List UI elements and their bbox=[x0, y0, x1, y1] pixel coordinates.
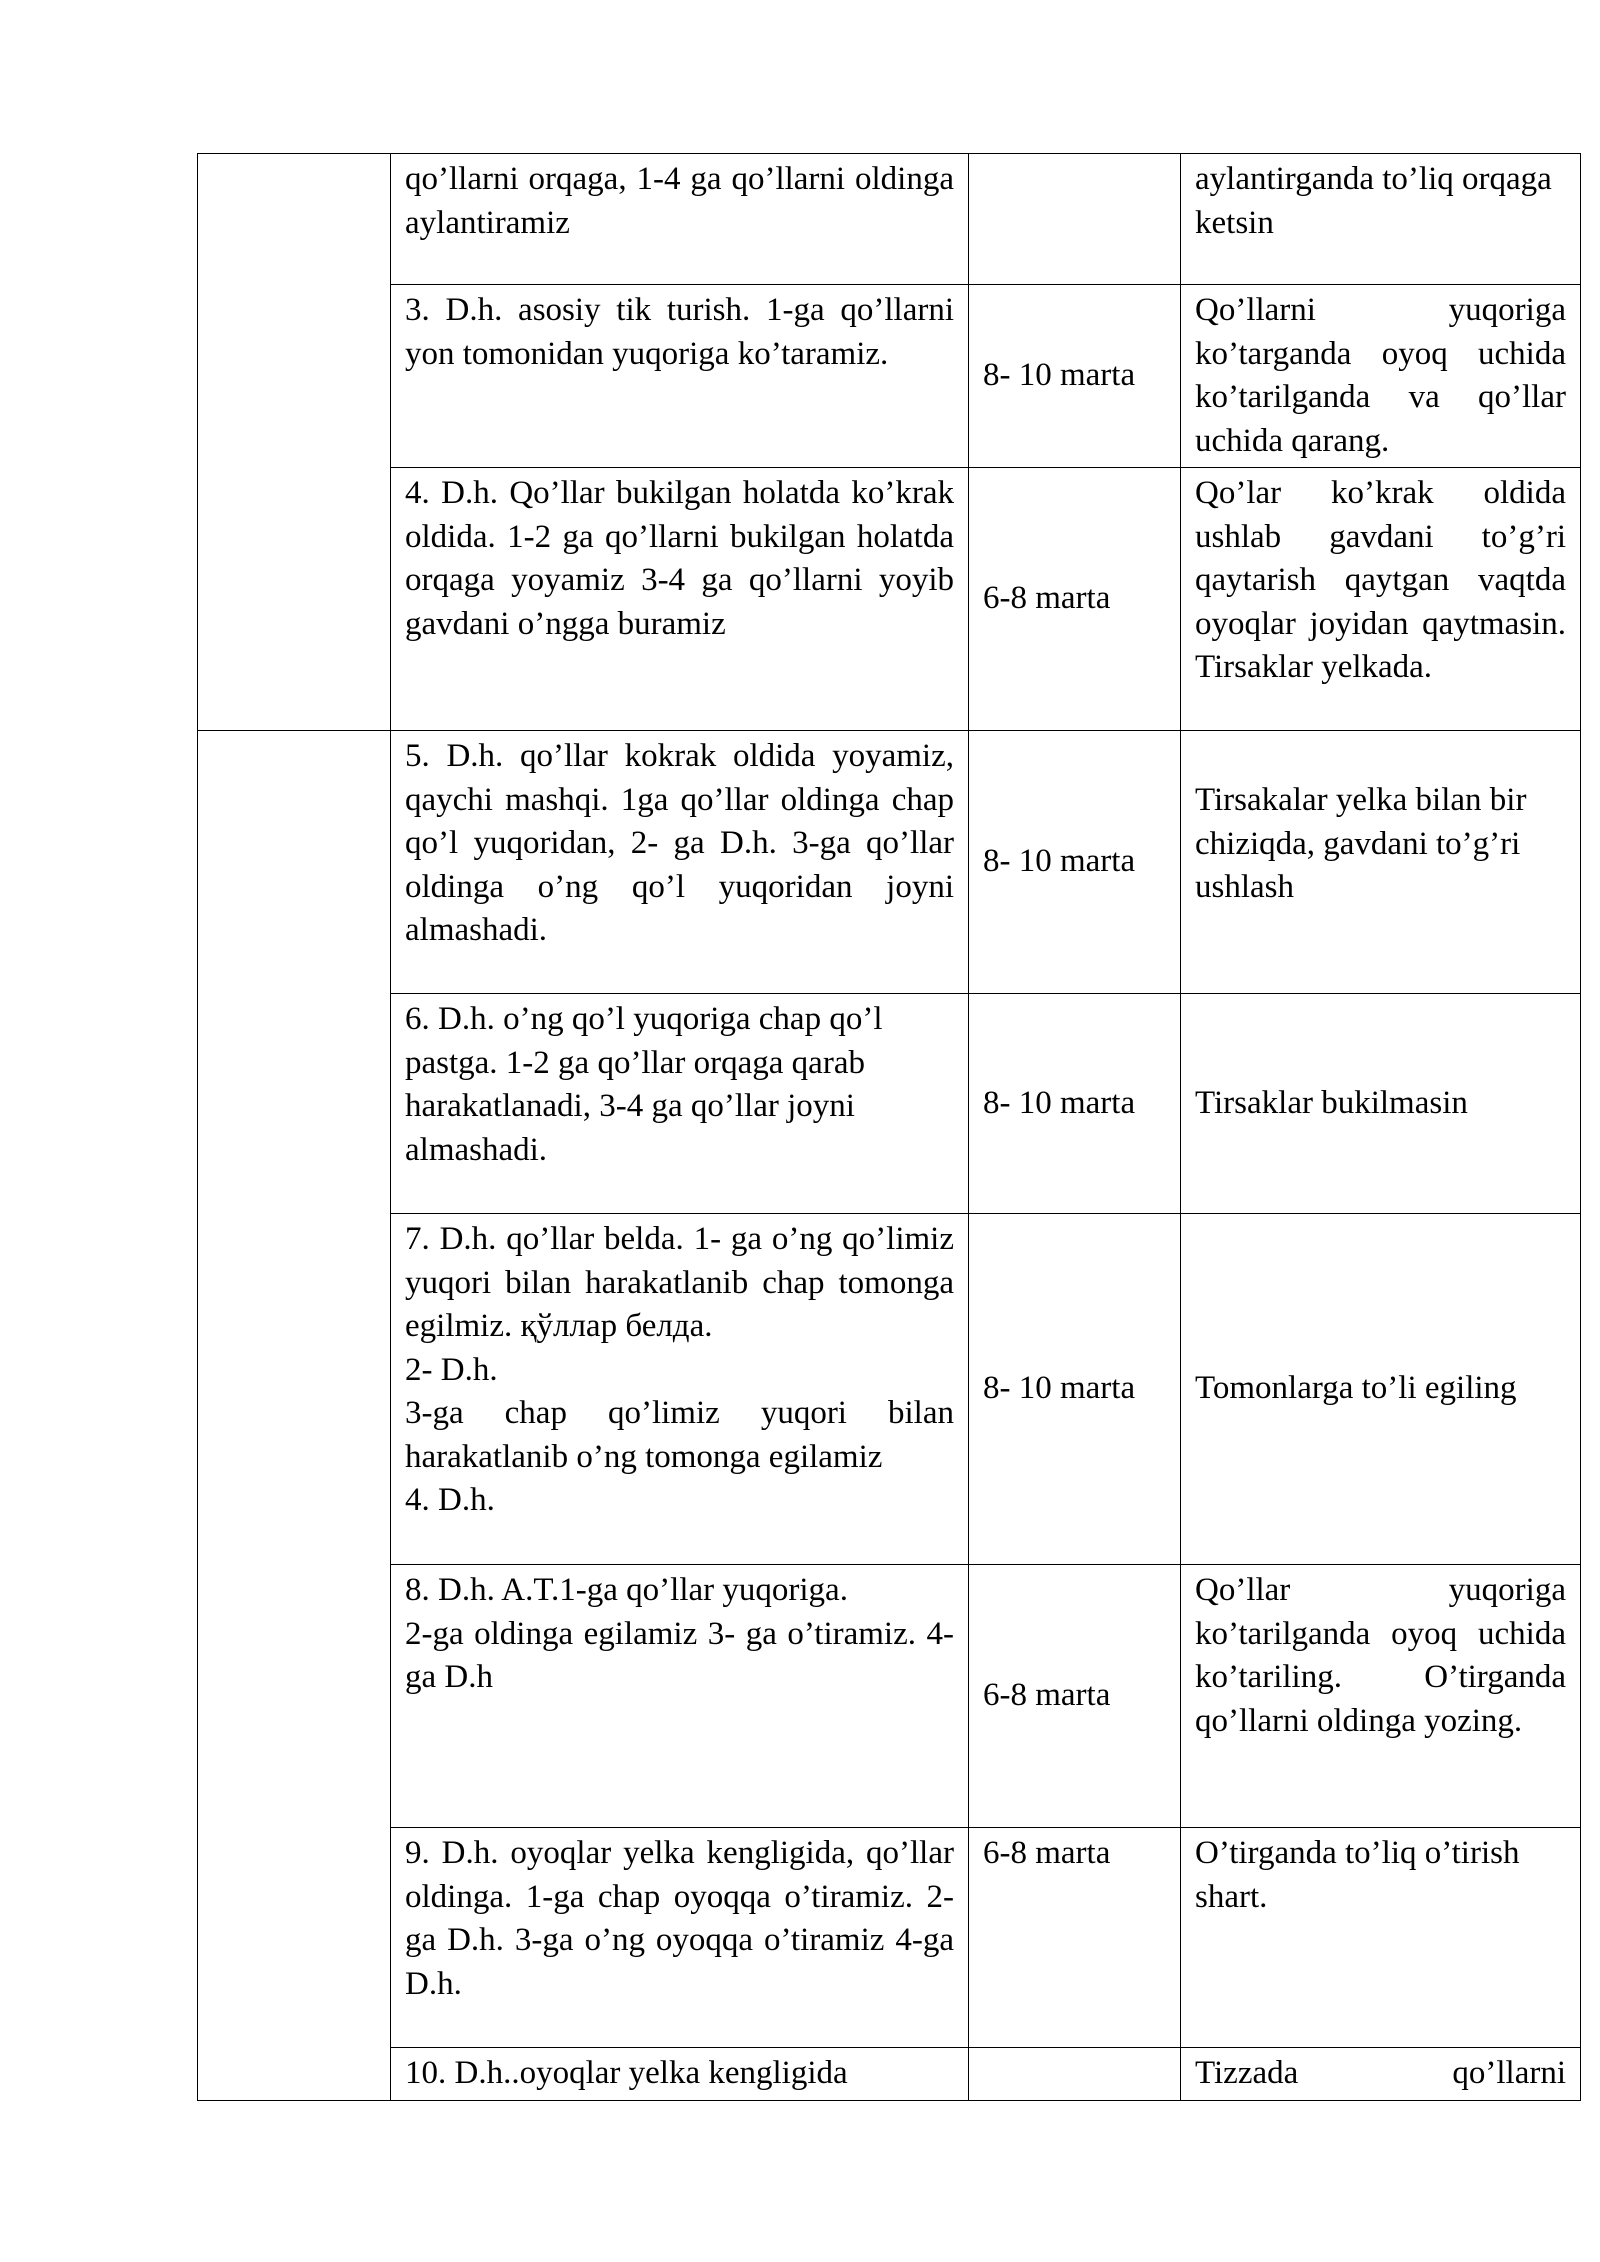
exercise-note: O’tirganda to’liq o’tirish shart. bbox=[1181, 1828, 1581, 2048]
exercise-dosage bbox=[969, 2048, 1181, 2101]
exercise-note: Tirsakalar yelka bilan bir chiziqda, gavdani to’g’ri ushlash bbox=[1181, 731, 1581, 994]
description-line: 2- D.h. bbox=[405, 1351, 498, 1388]
exercise-dosage bbox=[969, 154, 1181, 285]
table-row bbox=[198, 731, 1581, 994]
exercise-description: 6. D.h. o’ng qo’l yuqoriga chap qo’l pastga. 1-2 ga qo’llar orqaga qarab harakatlanadi, 3-4 ga qo’llar joyni almashadi. bbox=[391, 994, 969, 1214]
exercise-dosage: 8- 10 marta bbox=[969, 731, 1181, 994]
exercise-table bbox=[197, 153, 1581, 2101]
exercise-dosage: 8- 10 marta bbox=[969, 285, 1181, 468]
exercise-description: 3. D.h. asosiy tik turish. 1-ga qo’llarni yon tomonidan yuqoriga ko’taramiz. bbox=[391, 285, 969, 468]
exercise-description: 4. D.h. Qo’llar bukilgan holatda ko’krak oldida. 1-2 ga qo’llarni bukilgan holatda orqaga yoyamiz 3-4 ga qo’llarni yoyib gavdani o’ngga buramiz bbox=[391, 468, 969, 731]
exercise-description: 5. D.h. qo’llar kokrak oldida yoyamiz, qaychi mashqi. 1ga qo’llar oldinga chap qo’l yuqoridan, 2- ga D.h. 3-ga qo’llar oldinga o’ng qo’l yuqoridan joyni almashadi. bbox=[391, 731, 969, 994]
exercise-dosage: 6-8 marta bbox=[969, 468, 1181, 731]
table-row bbox=[198, 285, 1581, 468]
exercise-note: Qo’lar ko’krak oldida ushlab gavdani to’g’ri qaytarish qaytgan vaqtda oyoqlar joyidan qaytmasin. Tirsaklar yelkada. bbox=[1181, 468, 1581, 731]
exercise-description bbox=[391, 1214, 969, 1565]
exercise-note: Tizzada qo’llarni bbox=[1181, 2048, 1581, 2101]
description-line: 3-ga chap qo’limiz yuqori bilan harakatlanib o’ng tomonga egilamiz bbox=[405, 1395, 954, 1475]
table-row bbox=[198, 994, 1581, 1214]
exercise-note: aylantirganda to’liq orqaga ketsin bbox=[1181, 154, 1581, 285]
exercise-description: qo’llarni orqaga, 1-4 ga qo’llarni oldinga aylantiramiz bbox=[391, 154, 969, 285]
exercise-note: Qo’llarni yuqoriga ko’targanda oyoq uchida ko’tarilganda va qo’llar uchida qarang. bbox=[1181, 285, 1581, 468]
exercise-dosage: 8- 10 marta bbox=[969, 1214, 1181, 1565]
table-row bbox=[198, 468, 1581, 731]
section-cell bbox=[198, 731, 391, 2101]
description-line: 2-ga oldinga egilamiz 3- ga o’tiramiz. 4- ga D.h bbox=[405, 1615, 954, 1695]
table-row bbox=[198, 1565, 1581, 1828]
exercise-note: Tomonlarga to’li egiling bbox=[1181, 1214, 1581, 1565]
table-row bbox=[198, 154, 1581, 285]
exercise-note: Qo’llar yuqoriga ko’tarilganda oyoq uchida ko’tariling. O’tirganda qo’llarni oldinga yozing. bbox=[1181, 1565, 1581, 1828]
exercise-description: 9. D.h. oyoqlar yelka kengligida, qo’llar oldinga. 1-ga chap oyoqqa o’tiramiz. 2-ga D.h. 3-ga o’ng oyoqqa o’tiramiz 4-ga D.h. bbox=[391, 1828, 969, 2048]
table-row bbox=[198, 2048, 1581, 2101]
exercise-dosage: 6-8 marta bbox=[969, 1828, 1181, 2048]
table-row bbox=[198, 1828, 1581, 2048]
description-line: 4. D.h. bbox=[405, 1482, 495, 1518]
exercise-description bbox=[391, 1565, 969, 1828]
description-line: 7. D.h. qo’llar belda. 1- ga o’ng qo’limiz yuqori bilan harakatlanib chap tomonga egilmiz. қўллар белда. bbox=[405, 1221, 954, 1344]
table-row bbox=[198, 1214, 1581, 1565]
exercise-description: 10. D.h..oyoqlar yelka kengligida bbox=[391, 2048, 969, 2101]
description-line: 8. D.h. A.T.1-ga qo’llar yuqoriga. bbox=[405, 1572, 848, 1608]
exercise-note: Tirsaklar bukilmasin bbox=[1181, 994, 1581, 1214]
exercise-dosage: 6-8 marta bbox=[969, 1565, 1181, 1828]
exercise-dosage: 8- 10 marta bbox=[969, 994, 1181, 1214]
section-cell bbox=[198, 154, 391, 731]
